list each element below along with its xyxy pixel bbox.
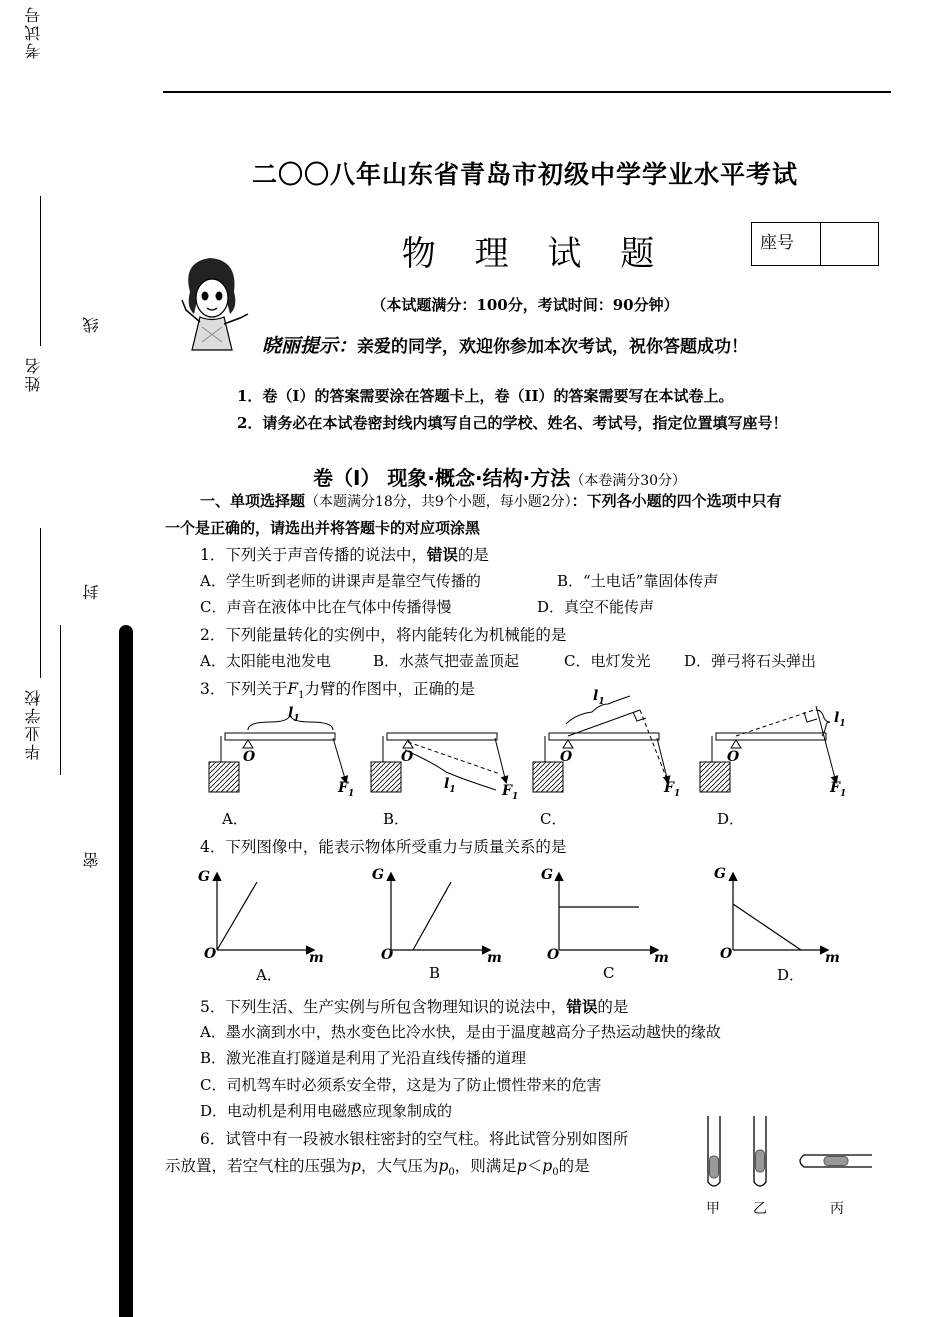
q3-d-f-label: $F_1$ [830, 780, 847, 799]
q4-graph-a [217, 874, 313, 950]
secret-char: 密 [82, 850, 101, 868]
q6-tube-yi [754, 1116, 766, 1186]
q3-figure-d [700, 706, 836, 792]
part1-title-note: （本卷满分30分） [570, 473, 687, 489]
section-rest: ：下列各小题的四个选项中只有 [571, 492, 782, 510]
section-label: 一、单项选择题 [200, 492, 306, 510]
name-blank-line [40, 196, 41, 346]
q4-a-g: G [198, 869, 210, 885]
q6-p: p [351, 1157, 361, 1175]
q3-c-f-label: $F_1$ [664, 780, 681, 799]
seal-bar [119, 625, 133, 1317]
q4-d-g: G [714, 866, 726, 882]
notice-1: 1．卷（I）的答案需要涂在答题卡上，卷（II）的答案需要写在本试卷上。 [237, 387, 734, 405]
q6-lt: ＜ [526, 1157, 543, 1175]
q4-graph-b [391, 874, 489, 950]
q6-label-jia: 甲 [706, 1201, 720, 1217]
q6-tube-bing [800, 1155, 872, 1167]
q5-option-a: A．墨水滴到水中，热水变色比冷水快，是由于温度越高分子热运动越快的缘故 [200, 1023, 721, 1041]
q5-option-b: B．激光准直打隧道是利用了光沿直线传播的道理 [200, 1049, 527, 1067]
q6-cond-p0: p [542, 1157, 553, 1175]
q2-stem: 2．下列能量转化的实例中，将内能转化为机械能的是 [200, 626, 567, 644]
school-blank-line [40, 528, 41, 678]
q6-p0: p [438, 1157, 449, 1175]
q4-graphs [195, 862, 855, 962]
q4-b-g: G [372, 867, 384, 883]
q3-label-a: A． [222, 810, 248, 828]
q5-stem-pre: 5．下列生活、生产实例与所包含物理知识的说法中， [200, 998, 567, 1016]
q1-option-d: D．真空不能传声 [537, 598, 655, 616]
q1-option-b: B．“土电话”靠固体传声 [557, 572, 719, 590]
q1-option-c: C．声音在液体中比在气体中传播得慢 [200, 598, 452, 616]
tip-line [262, 331, 748, 358]
part1-title [313, 462, 686, 491]
q6-test-tubes [700, 1112, 880, 1192]
q1-stem-bold: 错误 [426, 545, 458, 564]
q6-stem2-post: 的是 [558, 1157, 590, 1175]
tip-label: 晓丽提示： [262, 335, 358, 357]
q3-c-l-label: $l_1$ [593, 688, 605, 707]
header-rule [163, 91, 891, 93]
q6-cond-p: p [516, 1157, 527, 1175]
q2-option-a: A．太阳能电池发电 [200, 652, 331, 670]
section-heading [200, 490, 782, 511]
q5-option-d: D．电动机是利用电磁感应现象制成的 [200, 1102, 453, 1120]
q2-option-c: C．电灯发光 [564, 652, 651, 670]
subject-title: 物 理 试 题 [401, 234, 669, 274]
exam-info: （本试题满分：100分，考试时间：90分钟） [371, 296, 679, 314]
name-label: 姓名 [24, 356, 43, 392]
q6-stem2-mid2: ，则满足 [454, 1157, 517, 1175]
q4-label-c: C [603, 964, 615, 982]
q2-option-b: B．水蒸气把壶盖顶起 [373, 652, 520, 670]
q1-stem [200, 543, 489, 565]
q6-cond-sub: 0 [552, 1167, 559, 1179]
q3-stem-sub: 1 [298, 690, 305, 702]
q3-stem-post: 力臂的作图中，正确的是 [304, 680, 476, 698]
q3-figure-a [209, 714, 346, 792]
q3-a-o-label: O [243, 749, 256, 765]
q4-label-a: A． [256, 966, 282, 984]
part1-title-main: 卷（Ⅰ） 现象·概念·结构·方法 [313, 466, 571, 490]
seat-label: 座号 [752, 223, 821, 265]
q4-graph-d [733, 874, 827, 950]
q1-stem-post: 的是 [457, 546, 489, 564]
section-note: （本题满分18分，共9个小题，每小题2分） [305, 494, 572, 510]
q3-label-d: D． [717, 810, 745, 828]
q4-a-o: O [204, 946, 217, 962]
exam-title: 二〇〇八年山东省青岛市初级中学学业水平考试 [251, 160, 798, 189]
q6-stem-line1: 6．试管中有一段被水银柱密封的空气柱。将此试管分别如图所 [200, 1130, 629, 1148]
q2-option-d: D．弹弓将石头弹出 [684, 652, 817, 670]
q6-p0-sub: 0 [448, 1167, 455, 1179]
q4-d-o: O [720, 946, 733, 962]
q6-tube-jia [708, 1116, 720, 1186]
school-label: 毕业学校 [24, 688, 43, 760]
notice-2: 2．请务必在本试卷密封线内填写自己的学校、姓名、考试号，指定位置填写座号！ [237, 414, 788, 432]
q3-d-l-label: $l_1$ [834, 710, 846, 729]
q3-b-f-label: $F_1$ [502, 783, 519, 802]
q4-c-g: G [541, 867, 553, 883]
q3-a-f-label: $F_1$ [338, 780, 355, 799]
seal-line-char: 线 [82, 315, 101, 333]
q4-stem: 4．下列图像中，能表示物体所受重力与质量关系的是 [200, 838, 567, 856]
q3-stem-pre: 3．下列关于 [200, 680, 288, 698]
q3-b-o-label: O [401, 749, 414, 765]
q3-b-l-label: $l_1$ [444, 776, 456, 795]
q3-c-o-label: O [560, 749, 573, 765]
q3-figure-c [533, 696, 668, 792]
q3-figure-b [371, 733, 506, 792]
q3-stem-f: F [287, 680, 299, 698]
q6-stem2-mid: ，大气压为 [360, 1157, 439, 1175]
q4-d-m: m [825, 950, 840, 966]
q3-d-o-label: O [727, 749, 740, 765]
q4-c-o: O [547, 947, 560, 963]
q6-stem2-pre: 示放置，若空气柱的压强为 [165, 1157, 352, 1175]
q3-label-c: C． [540, 810, 567, 828]
q6-label-bing: 丙 [830, 1201, 844, 1217]
seal-char: 封 [82, 582, 101, 600]
q5-stem [200, 995, 628, 1017]
school-blank-line-2 [60, 625, 61, 775]
q5-stem-bold: 错误 [566, 997, 598, 1016]
q6-label-yi: 乙 [753, 1201, 767, 1217]
q5-stem-post: 的是 [597, 998, 629, 1016]
tip-text: 亲爱的同学，欢迎你参加本次考试，祝你答题成功！ [357, 337, 749, 357]
q1-option-a: A．学生听到老师的讲课声是靠空气传播的 [200, 572, 481, 590]
seat-number-box [751, 222, 879, 266]
q3-label-b: B． [383, 810, 410, 828]
q4-graph-c [559, 874, 657, 950]
q4-b-m: m [487, 950, 502, 966]
q1-stem-pre: 1．下列关于声音传播的说法中， [200, 546, 427, 564]
q4-label-b: B [429, 964, 441, 982]
q4-label-d: D． [777, 966, 805, 984]
seat-input[interactable] [821, 223, 878, 265]
q4-b-o: O [381, 947, 394, 963]
exam-number-label: 考试号 [24, 5, 43, 59]
q5-option-c: C．司机驾车时必须系安全带，这是为了防止惯性带来的危害 [200, 1076, 602, 1094]
q4-a-m: m [309, 950, 324, 966]
q6-stem-line2 [165, 1154, 590, 1178]
q4-c-m: m [654, 950, 669, 966]
section-heading-line2: 一个是正确的，请选出并将答题卡的对应项涂黑 [165, 519, 481, 537]
q3-a-l-label: $l_1$ [288, 705, 300, 724]
